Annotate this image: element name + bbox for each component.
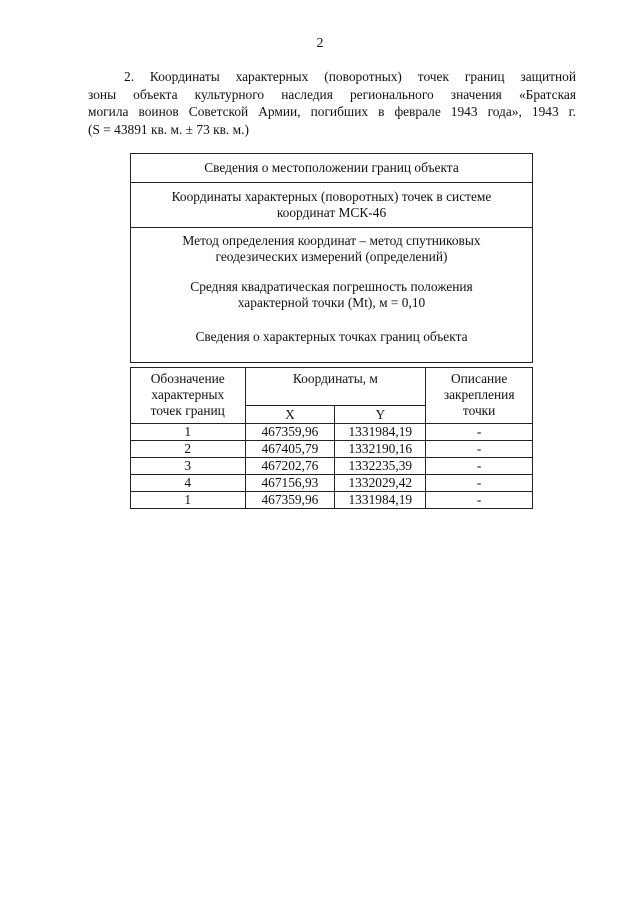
point-x: 467359,96 — [245, 492, 335, 509]
point-x: 467202,76 — [245, 458, 335, 475]
point-desc: - — [426, 441, 533, 458]
accuracy-line-2: характерной точки (Mt), м = 0,10 — [237, 295, 426, 310]
coordinate-system-line-2: координат МСК-46 — [276, 205, 387, 220]
method-line-1: Метод определения координат – метод спутниковых — [182, 233, 481, 248]
designation-header-line-3: точек границ — [150, 403, 225, 418]
designation-header-line-2: характерных — [151, 387, 225, 402]
point-desc: - — [426, 458, 533, 475]
designation-header-line-1: Обозначение — [150, 371, 225, 386]
method-info-cell — [131, 228, 533, 363]
table-row — [131, 458, 533, 475]
points-table — [130, 367, 533, 509]
table-row — [131, 492, 533, 509]
accuracy-line-1: Средняя квадратическая погрешность положения — [190, 279, 473, 294]
description-header — [426, 368, 533, 424]
point-id: 2 — [131, 441, 246, 458]
point-desc: - — [426, 492, 533, 509]
point-x: 467359,96 — [245, 424, 335, 441]
point-x: 467156,93 — [245, 475, 335, 492]
boundary-info-table — [130, 153, 533, 363]
x-header: X — [245, 406, 335, 424]
point-id: 1 — [131, 424, 246, 441]
intro-line-1: 2. Координаты характерных (поворотных) точек границ защитной — [124, 69, 576, 84]
point-id: 3 — [131, 458, 246, 475]
coordinate-system-heading — [131, 183, 533, 228]
coordinates-header: Координаты, м — [245, 368, 426, 406]
table-row — [131, 424, 533, 441]
description-header-line-3: точки — [462, 403, 496, 418]
point-id: 1 — [131, 492, 246, 509]
intro-line-4: (S = 43891 кв. м. ± 73 кв. м.) — [88, 121, 249, 137]
point-y: 1331984,19 — [335, 492, 426, 509]
points-caption: Сведения о характерных точках границ объекта — [195, 329, 468, 344]
point-desc: - — [426, 424, 533, 441]
y-header: Y — [335, 406, 426, 424]
method-line-2: геодезических измерений (определений) — [215, 249, 448, 264]
table-row — [131, 475, 533, 492]
point-y: 1332029,42 — [335, 475, 426, 492]
intro-line-3: могила воинов Советской Армии, погибших в феврале 1943 года», 1943 г. — [88, 104, 576, 119]
designation-header — [131, 368, 246, 424]
point-y: 1331984,19 — [335, 424, 426, 441]
point-y: 1332190,16 — [335, 441, 426, 458]
point-x: 467405,79 — [245, 441, 335, 458]
intro-line-2: зоны объекта культурного наследия регионального значения «Братская — [88, 86, 576, 102]
point-id: 4 — [131, 475, 246, 492]
intro-paragraph — [88, 68, 576, 138]
page-number: 2 — [316, 36, 324, 51]
table-row — [131, 441, 533, 458]
point-y: 1332235,39 — [335, 458, 426, 475]
description-header-line-1: Описание — [450, 371, 508, 386]
description-header-line-2: закрепления — [443, 387, 515, 402]
location-info-heading: Сведения о местоположении границ объекта — [131, 154, 533, 183]
point-desc: - — [426, 475, 533, 492]
coordinate-system-line-1: Координаты характерных (поворотных) точек в системе — [171, 189, 492, 204]
